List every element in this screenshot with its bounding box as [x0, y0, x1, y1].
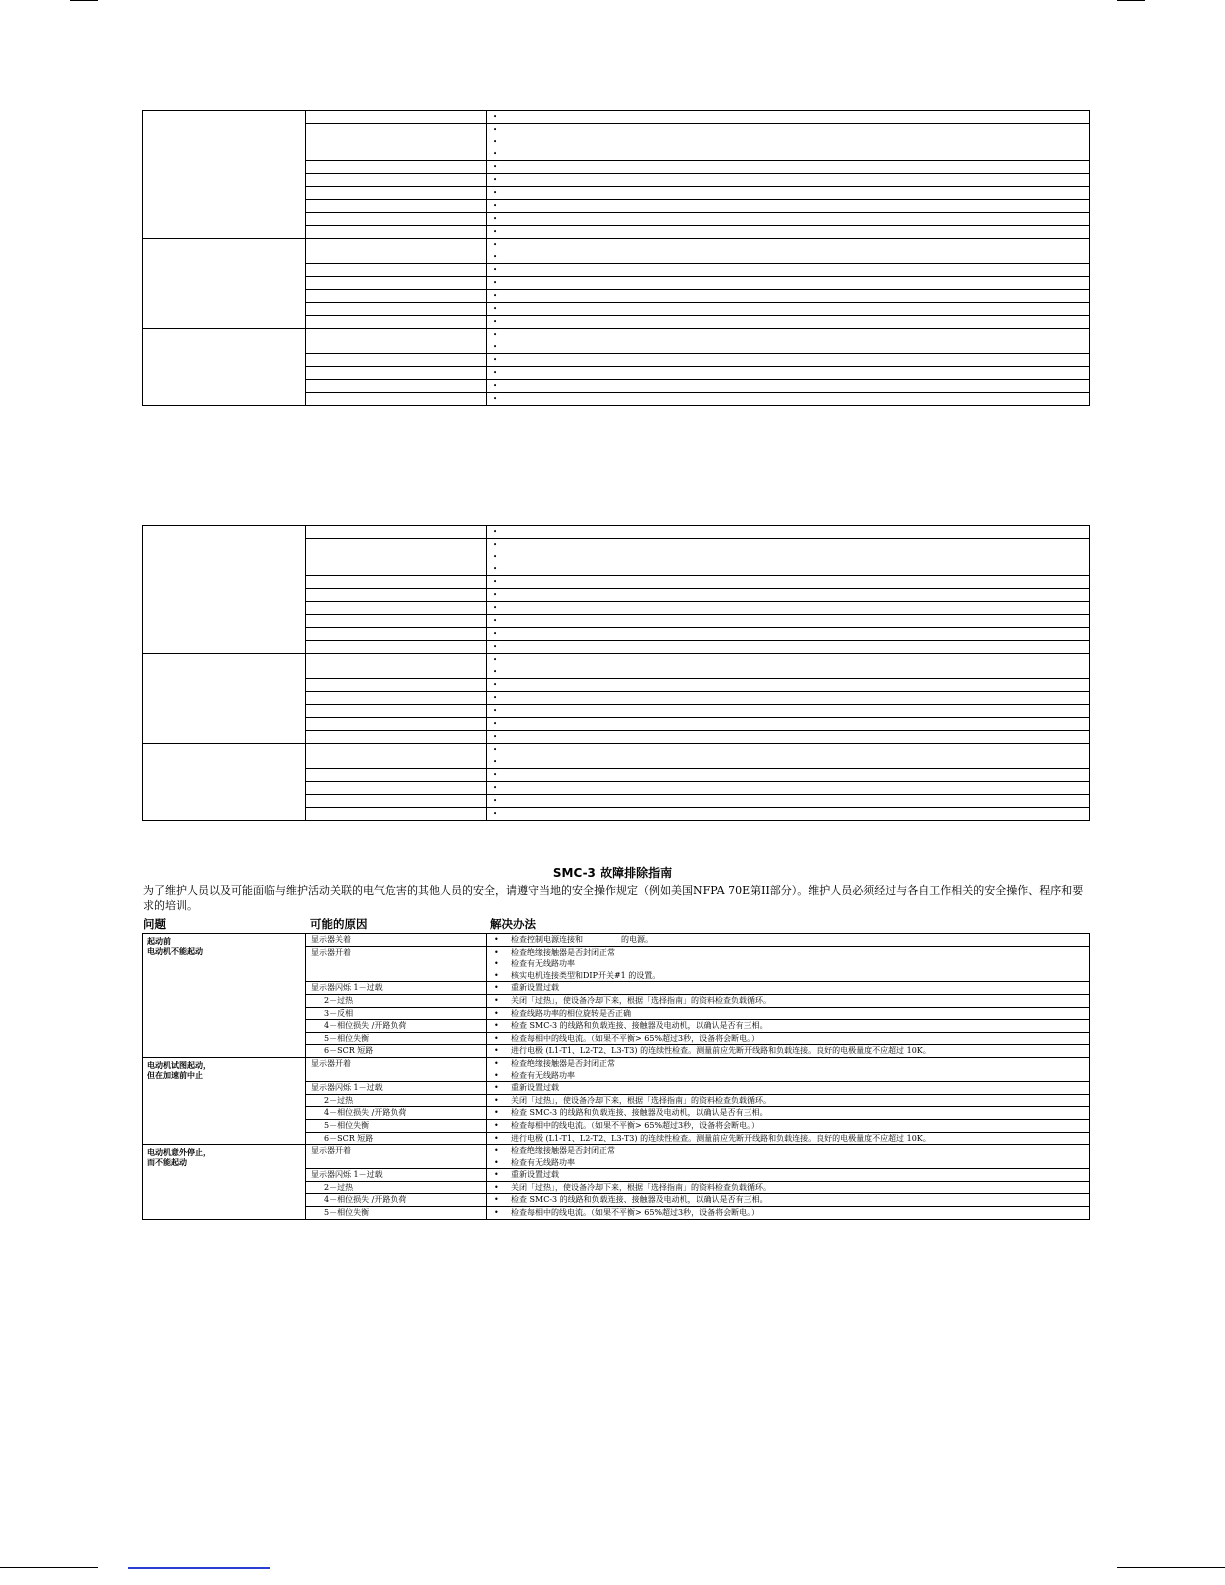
problem-cell: 电动机试图起动， 但在加速前中止 — [143, 1057, 306, 1144]
bullet-icon — [493, 705, 1089, 717]
empty-cause-cell — [306, 641, 487, 654]
empty-solution-cell — [487, 380, 1090, 393]
cause-cell: 2－过热 — [306, 1094, 487, 1107]
bullet-icon — [493, 111, 1089, 123]
empty-cause-cell — [306, 615, 487, 628]
empty-solution-cell — [487, 226, 1090, 239]
empty-cause-cell — [306, 111, 487, 124]
empty-solution-cell — [487, 290, 1090, 303]
empty-cause-cell — [306, 808, 487, 821]
cause-cell: 3－反相 — [306, 1007, 487, 1020]
solution-cell — [487, 1181, 1090, 1194]
empty-solution-cell — [487, 692, 1090, 705]
solution-cell — [487, 1107, 1090, 1120]
cause-cell: 2－过热 — [306, 1181, 487, 1194]
solution-item: • 检查 SMC-3 的线路和负载连接、接触器及电动机，以确认是否有三相。 — [493, 1020, 1089, 1032]
solution-item: • 关闭「过热」，使设备冷却下来，根据「选择指南」的资料检查负载循环。 — [493, 995, 1089, 1007]
empty-solution-cell — [487, 187, 1090, 200]
bullet-icon — [493, 692, 1089, 704]
empty-cause-cell — [306, 161, 487, 174]
bullet-icon — [493, 679, 1089, 691]
bullet-icon — [493, 615, 1089, 627]
bullet-icon — [493, 576, 1089, 588]
empty-solution-cell — [487, 744, 1090, 769]
empty-solution-cell — [487, 277, 1090, 290]
empty-solution-cell — [487, 539, 1090, 576]
empty-cause-cell — [306, 213, 487, 226]
cause-cell: 5－相位失衡 — [306, 1119, 487, 1132]
solution-item: • 检查 SMC-3 的线路和负载连接、接触器及电动机，以确认是否有三相。 — [493, 1107, 1089, 1119]
problem-cell: 电动机意外停止， 而不能起动 — [143, 1145, 306, 1220]
empty-cause-cell — [306, 367, 487, 380]
solution-item: • 检查绝缘接触器是否封闭正常 — [493, 947, 1089, 959]
table-row — [143, 934, 1090, 947]
empty-solution-cell — [487, 679, 1090, 692]
empty-solution-cell — [487, 367, 1090, 380]
bullet-icon — [493, 329, 1089, 341]
bullet-icon — [493, 539, 1089, 551]
empty-solution-cell — [487, 615, 1090, 628]
solution-cell — [487, 1169, 1090, 1182]
solution-cell — [487, 1020, 1090, 1033]
bullet-icon — [493, 731, 1089, 743]
empty-solution-cell — [487, 782, 1090, 795]
empty-cause-cell — [306, 303, 487, 316]
empty-problem-cell — [143, 744, 306, 821]
empty-solution-cell — [487, 654, 1090, 679]
solution-item: • 关闭「过热」，使设备冷却下来，根据「选择指南」的资料检查负载循环。 — [493, 1182, 1089, 1194]
empty-cause-cell — [306, 782, 487, 795]
problem-cell: 起动前 电动机不能起动 — [143, 934, 306, 1058]
empty-cause-cell — [306, 380, 487, 393]
solution-cell — [487, 982, 1090, 995]
solution-item: • 检查有无线路功率 — [493, 1070, 1089, 1082]
empty-solution-cell — [487, 354, 1090, 367]
solution-item: • 检查有无线路功率 — [493, 958, 1089, 970]
bullet-icon — [493, 187, 1089, 199]
crop-mark — [0, 1567, 98, 1568]
bullet-icon — [493, 124, 1089, 136]
cause-cell: 显示器闪烁 1－过载 — [306, 982, 487, 995]
empty-solution-cell — [487, 769, 1090, 782]
empty-cause-cell — [306, 526, 487, 539]
empty-cause-cell — [306, 316, 487, 329]
empty-solution-cell — [487, 795, 1090, 808]
cause-cell: 显示器开着 — [306, 946, 487, 982]
empty-solution-cell — [487, 589, 1090, 602]
empty-solution-cell — [487, 526, 1090, 539]
empty-solution-cell — [487, 628, 1090, 641]
empty-solution-cell — [487, 213, 1090, 226]
solution-cell — [487, 1194, 1090, 1207]
empty-cause-cell — [306, 576, 487, 589]
empty-solution-cell — [487, 303, 1090, 316]
empty-solution-cell — [487, 111, 1090, 124]
guide-title: SMC-3 故障排除指南 — [552, 866, 673, 880]
empty-cause-cell — [306, 654, 487, 679]
bullet-icon — [493, 303, 1089, 315]
empty-solution-cell — [487, 239, 1090, 264]
bullet-icon — [493, 526, 1089, 538]
solution-item: • 检查绝缘接触器是否封闭正常 — [493, 1145, 1089, 1157]
empty-solution-cell — [487, 200, 1090, 213]
bullet-icon — [493, 718, 1089, 730]
cause-cell: 4－相位损失 /开路负荷 — [306, 1107, 487, 1120]
empty-cause-cell — [306, 124, 487, 161]
empty-problem-cell — [143, 111, 306, 239]
empty-problem-cell — [143, 654, 306, 744]
crop-mark — [70, 0, 98, 1]
empty-solution-cell — [487, 174, 1090, 187]
empty-solution-cell — [487, 316, 1090, 329]
solution-cell — [487, 1032, 1090, 1045]
bullet-icon — [493, 628, 1089, 640]
empty-cause-cell — [306, 718, 487, 731]
cause-cell: 显示器开着 — [306, 1057, 487, 1081]
bullet-icon — [493, 264, 1089, 276]
bullet-icon — [493, 666, 1089, 678]
empty-cause-cell — [306, 795, 487, 808]
empty-cause-cell — [306, 628, 487, 641]
bullet-icon — [493, 136, 1089, 148]
solution-cell — [487, 1007, 1090, 1020]
empty-solution-cell — [487, 705, 1090, 718]
empty-cause-cell — [306, 539, 487, 576]
solution-item: • 关闭「过热」，使设备冷却下来，根据「选择指南」的资料检查负载循环。 — [493, 1095, 1089, 1107]
solution-item: • 检查每相中的线电流。（如果不平衡> 65%超过3秒，设备将会断电。） — [493, 1207, 1089, 1219]
empty-cause-cell — [306, 354, 487, 367]
bullet-icon — [493, 602, 1089, 614]
empty-cause-cell — [306, 277, 487, 290]
solution-item: • 检查控制电源连接和 的电源。 — [493, 934, 1089, 946]
solution-cell — [487, 1145, 1090, 1169]
empty-cause-cell — [306, 290, 487, 303]
crop-mark — [1117, 1567, 1225, 1568]
table-row — [143, 1145, 1090, 1169]
empty-solution-cell — [487, 718, 1090, 731]
solution-item: • 检查有无线路功率 — [493, 1157, 1089, 1169]
empty-cause-cell — [306, 329, 487, 354]
empty-cause-cell — [306, 200, 487, 213]
solution-item: • 重新设置过载 — [493, 982, 1089, 994]
cause-cell: 6－SCR 短路 — [306, 1045, 487, 1058]
solution-item: • 重新设置过载 — [493, 1169, 1089, 1181]
solution-item: • 检查绝缘接触器是否封闭正常 — [493, 1058, 1089, 1070]
empty-troubleshooting-grid — [142, 525, 1090, 821]
empty-troubleshooting-grid — [142, 110, 1090, 406]
crop-mark — [1117, 0, 1145, 1]
troubleshooting-table — [142, 933, 1090, 1220]
solution-cell — [487, 1132, 1090, 1145]
solution-item: • 重新设置过载 — [493, 1082, 1089, 1094]
solution-cell — [487, 1207, 1090, 1220]
bullet-icon — [493, 148, 1089, 160]
solution-cell — [487, 934, 1090, 947]
solution-cell — [487, 946, 1090, 982]
empty-solution-cell — [487, 329, 1090, 354]
solution-item: • 进行电极 (L1-T1、L2-T2、L3-T3) 的连续性检查。测量前应先断开线路和负载连接。良好的电极量度不应超过 10K。 — [493, 1045, 1089, 1057]
bullet-icon — [493, 174, 1089, 186]
cause-cell: 显示器关着 — [306, 934, 487, 947]
empty-solution-cell — [487, 808, 1090, 821]
cause-cell: 2－过热 — [306, 994, 487, 1007]
solution-item: • 检查每相中的线电流。（如果不平衡> 65%超过3秒，设备将会断电。） — [493, 1033, 1089, 1045]
table-row — [143, 1057, 1090, 1081]
empty-problem-cell — [143, 239, 306, 329]
empty-solution-cell — [487, 264, 1090, 277]
empty-solution-cell — [487, 124, 1090, 161]
empty-cause-cell — [306, 602, 487, 615]
empty-cause-cell — [306, 679, 487, 692]
bullet-icon — [493, 641, 1089, 653]
bullet-icon — [493, 744, 1089, 756]
bullet-icon — [493, 251, 1089, 263]
empty-problem-cell — [143, 526, 306, 654]
empty-cause-cell — [306, 692, 487, 705]
bullet-icon — [493, 226, 1089, 238]
solution-cell — [487, 1082, 1090, 1095]
cause-cell: 显示器开着 — [306, 1145, 487, 1169]
header-solution: 解决办法 — [490, 917, 536, 931]
empty-cause-cell — [306, 744, 487, 769]
bullet-icon — [493, 769, 1089, 781]
bullet-icon — [493, 756, 1089, 768]
solution-item: • 检查每相中的线电流。（如果不平衡> 65%超过3秒，设备将会断电。） — [493, 1120, 1089, 1132]
bullet-icon — [493, 808, 1089, 820]
empty-cause-cell — [306, 264, 487, 277]
cause-cell: 显示器闪烁 1－过载 — [306, 1169, 487, 1182]
empty-solution-cell — [487, 602, 1090, 615]
empty-cause-cell — [306, 393, 487, 406]
bullet-icon — [493, 380, 1089, 392]
bullet-icon — [493, 213, 1089, 225]
empty-cause-cell — [306, 239, 487, 264]
empty-solution-cell — [487, 576, 1090, 589]
solution-cell — [487, 1094, 1090, 1107]
cause-cell: 5－相位失衡 — [306, 1032, 487, 1045]
empty-solution-cell — [487, 393, 1090, 406]
bullet-icon — [493, 354, 1089, 366]
empty-problem-cell — [143, 329, 306, 406]
solution-cell — [487, 1119, 1090, 1132]
bullet-icon — [493, 563, 1089, 575]
empty-cause-cell — [306, 705, 487, 718]
bullet-icon — [493, 654, 1089, 666]
solution-item: • 进行电极 (L1-T1、L2-T2、L3-T3) 的连续性检查。测量前应先断开线路和负载连接。良好的电极量度不应超过 10K。 — [493, 1133, 1089, 1145]
cause-cell: 4－相位损失 /开路负荷 — [306, 1194, 487, 1207]
bullet-icon — [493, 239, 1089, 251]
solution-item: • 核实电机连接类型和DIP开关#1 的设置。 — [493, 970, 1089, 982]
empty-cause-cell — [306, 174, 487, 187]
header-cause: 可能的原因 — [310, 917, 368, 931]
solution-cell — [487, 1057, 1090, 1081]
solution-cell — [487, 994, 1090, 1007]
empty-solution-cell — [487, 641, 1090, 654]
empty-cause-cell — [306, 731, 487, 744]
bullet-icon — [493, 161, 1089, 173]
empty-solution-cell — [487, 161, 1090, 174]
bullet-icon — [493, 290, 1089, 302]
bullet-icon — [493, 782, 1089, 794]
bullet-icon — [493, 316, 1089, 328]
bullet-icon — [493, 393, 1089, 405]
empty-cause-cell — [306, 226, 487, 239]
cause-cell: 5－相位失衡 — [306, 1207, 487, 1220]
header-problem: 问题 — [143, 917, 166, 931]
empty-cause-cell — [306, 769, 487, 782]
cause-cell: 显示器闪烁 1－过载 — [306, 1082, 487, 1095]
safety-intro: 为了维护人员以及可能面临与维护活动关联的电气危害的其他人员的安全，请遵守当地的安全操作规定（例如美国NFPA 70E第II部分）。维护人员必须经过与各自工作相关的安全操作、程序和要求的培训。 — [143, 884, 1084, 912]
cause-cell: 6－SCR 短路 — [306, 1132, 487, 1145]
empty-cause-cell — [306, 187, 487, 200]
bullet-icon — [493, 341, 1089, 353]
empty-solution-cell — [487, 731, 1090, 744]
bullet-icon — [493, 277, 1089, 289]
bullet-icon — [493, 367, 1089, 379]
empty-cause-cell — [306, 589, 487, 602]
link-underline — [128, 1567, 270, 1569]
solution-item: • 检查线路功率的相位旋转是否正确 — [493, 1008, 1089, 1020]
bullet-icon — [493, 589, 1089, 601]
bullet-icon — [493, 200, 1089, 212]
bullet-icon — [493, 551, 1089, 563]
solution-item: • 检查 SMC-3 的线路和负载连接、接触器及电动机，以确认是否有三相。 — [493, 1194, 1089, 1206]
bullet-icon — [493, 795, 1089, 807]
solution-cell — [487, 1045, 1090, 1058]
cause-cell: 4－相位损失 /开路负荷 — [306, 1020, 487, 1033]
